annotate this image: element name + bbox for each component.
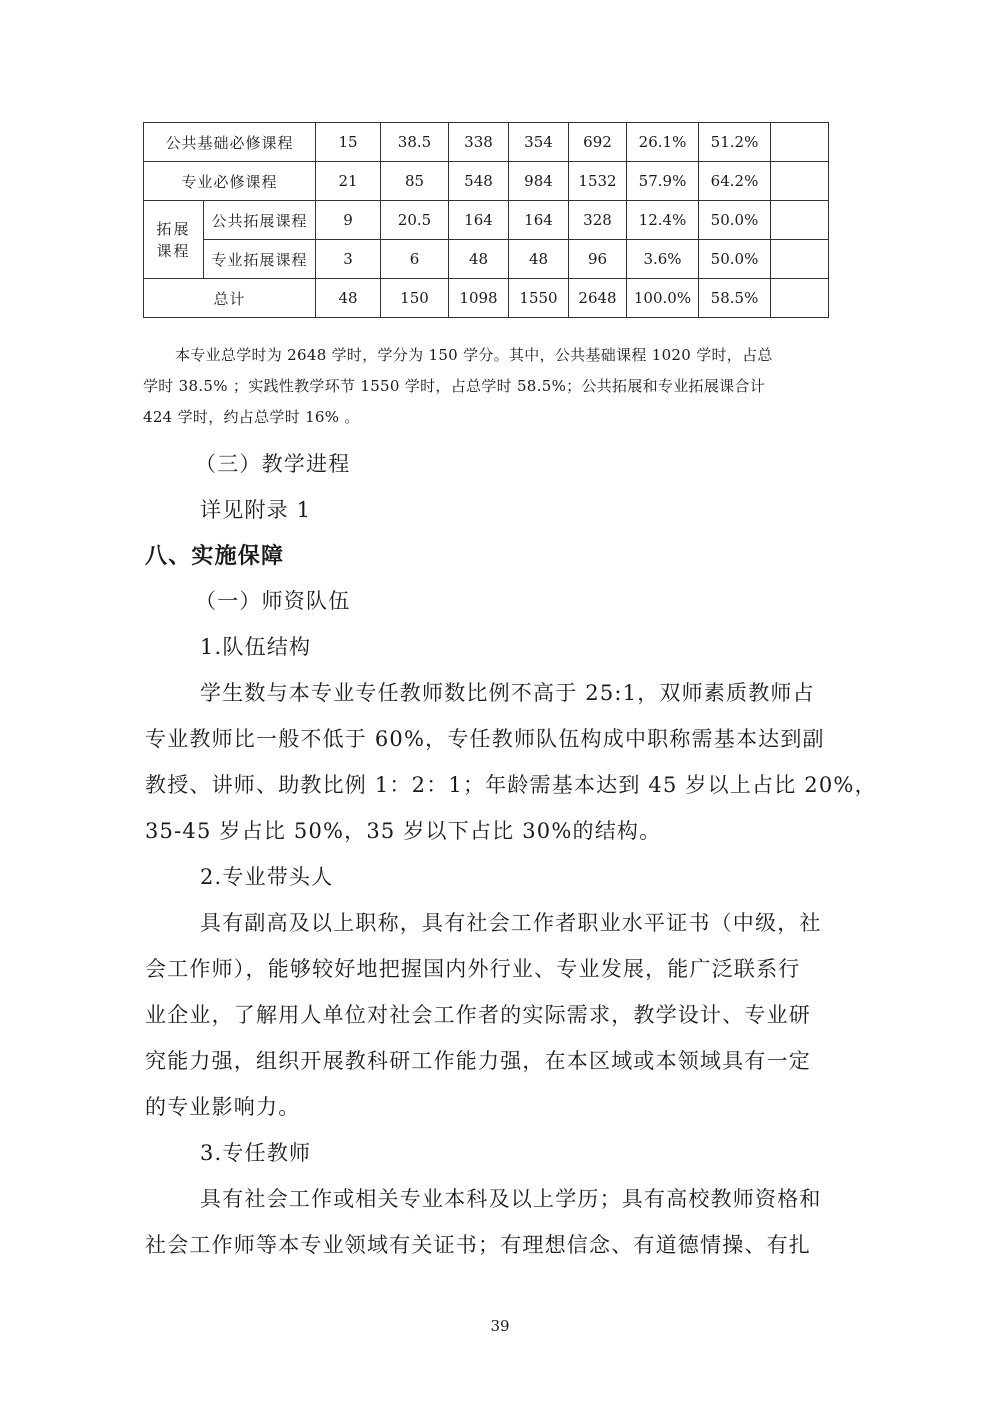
- table-cell: 85: [381, 162, 449, 201]
- paragraph-line: 究能力强，组织开展教科研工作能力强，在本区域或本领域具有一定: [145, 1049, 811, 1073]
- table-cell: 26.1%: [627, 123, 699, 162]
- table-cell: 1098: [449, 279, 509, 318]
- page-number: 39: [490, 1317, 510, 1335]
- table-cell: 164: [449, 201, 509, 240]
- table-row: [144, 201, 829, 240]
- row-label: 专业必修课程: [144, 162, 316, 201]
- table-cell: [771, 201, 829, 240]
- table-cell: [771, 279, 829, 318]
- paragraph-line: 专业教师比一般不低于 60%，专任教师队伍构成中职称需基本达到副: [145, 727, 825, 751]
- table-cell: [771, 240, 829, 279]
- table-cell: 50.0%: [699, 240, 771, 279]
- table-row: [144, 240, 829, 279]
- table-cell: 15: [316, 123, 381, 162]
- paragraph-line: 社会工作师等本专业领域有关证书；有理想信念、有道德情操、有扎: [145, 1233, 811, 1257]
- table-cell: 6: [381, 240, 449, 279]
- table-cell: 48: [449, 240, 509, 279]
- table-cell: 150: [381, 279, 449, 318]
- paragraph-line: 具有社会工作或相关专业本科及以上学历；具有高校教师资格和: [200, 1187, 822, 1211]
- table-cell: 48: [316, 279, 381, 318]
- table-cell: 2648: [569, 279, 627, 318]
- table-cell: 3: [316, 240, 381, 279]
- table-cell: 20.5: [381, 201, 449, 240]
- table-cell: 9: [316, 201, 381, 240]
- table-cell: 692: [569, 123, 627, 162]
- group-label: [144, 201, 204, 279]
- table-cell: 3.6%: [627, 240, 699, 279]
- table-cell: 50.0%: [699, 201, 771, 240]
- paragraph-line: 业企业，了解用人单位对社会工作者的实际需求，教学设计、专业研: [145, 1003, 811, 1027]
- summary-line: 本专业总学时为 2648 学时，学分为 150 学分。其中，公共基础课程 1020 学时，占总: [175, 346, 773, 364]
- table-cell: 338: [449, 123, 509, 162]
- table-cell: [771, 123, 829, 162]
- paragraph-line: 的专业影响力。: [145, 1095, 301, 1119]
- table-cell: 328: [569, 201, 627, 240]
- item-heading: 1.队伍结构: [200, 635, 312, 659]
- paragraph-line: 详见附录 1: [200, 498, 312, 522]
- table-cell: 1532: [569, 162, 627, 201]
- table-cell: 21: [316, 162, 381, 201]
- paragraph-line: 教授、讲师、助教比例 1：2：1；年龄需基本达到 45 岁以上占比 20%，: [145, 773, 877, 797]
- summary-note: [143, 340, 843, 433]
- paragraph-line: 具有副高及以上职称，具有社会工作者职业水平证书（中级，社: [200, 911, 822, 935]
- paragraph-line: 会工作师），能够较好地把握国内外行业、专业发展，能广泛联系行: [145, 957, 801, 981]
- row-label: 总计: [144, 279, 316, 318]
- paragraph-line: 35-45 岁占比 50%，35 岁以下占比 30%的结构。: [145, 819, 662, 843]
- table-cell: 164: [509, 201, 569, 240]
- table-row: [144, 162, 829, 201]
- row-label: 公共拓展课程: [204, 201, 316, 240]
- table-row: [144, 123, 829, 162]
- paragraph-line: 学生数与本专业专任教师数比例不高于 25:1，双师素质教师占: [200, 681, 815, 705]
- table-cell: 58.5%: [699, 279, 771, 318]
- subsection-heading: （三）教学进程: [195, 452, 351, 476]
- table-cell: 51.2%: [699, 123, 771, 162]
- subsection-heading: （一）师资队伍: [195, 589, 351, 613]
- table-cell: [771, 162, 829, 201]
- table-cell: 1550: [509, 279, 569, 318]
- row-label: 专业拓展课程: [204, 240, 316, 279]
- table-cell: 48: [509, 240, 569, 279]
- item-heading: 3.专任教师: [200, 1141, 312, 1165]
- table-cell: 12.4%: [627, 201, 699, 240]
- table-cell: 96: [569, 240, 627, 279]
- summary-line: 学时 38.5% ；实践性教学环节 1550 学时，占总学时 58.5%；公共拓展和专业拓展课合计: [143, 377, 766, 395]
- table-cell: 548: [449, 162, 509, 201]
- table-cell: 64.2%: [699, 162, 771, 201]
- table-cell: 354: [509, 123, 569, 162]
- table-row: [144, 279, 829, 318]
- section-heading: 八、实施保障: [145, 544, 285, 569]
- table-cell: 38.5: [381, 123, 449, 162]
- credit-hours-table: [143, 122, 829, 318]
- summary-line: 424 学时，约占总学时 16% 。: [143, 408, 360, 426]
- table-cell: 57.9%: [627, 162, 699, 201]
- item-heading: 2.专业带头人: [200, 865, 334, 889]
- table-cell: 984: [509, 162, 569, 201]
- table-cell: 100.0%: [627, 279, 699, 318]
- group-label-text: 拓展课程: [156, 219, 191, 260]
- row-label: 公共基础必修课程: [144, 123, 316, 162]
